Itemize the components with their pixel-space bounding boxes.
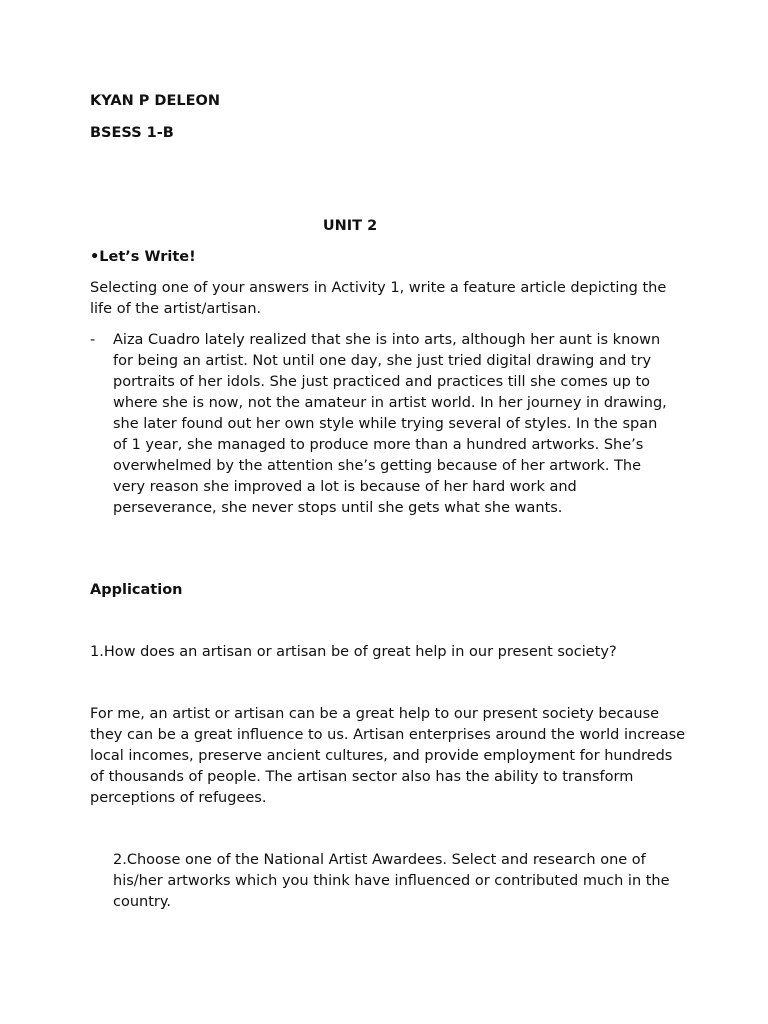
- dash-marker: -: [90, 332, 96, 348]
- unit-title: UNIT 2: [322, 218, 378, 234]
- lets-write-heading: •Let’s Write!: [90, 249, 196, 265]
- application-heading: Application: [90, 582, 183, 598]
- answer-1: For me, an artist or artisan can be a great help to our present society because they can be a great influence to us. Artisan enterprises around the world increase local incomes, preserve ancient cultures, and provide employment for hundreds of thousands of people. The artisan sector also has the ability to transform perceptions of refugees.: [90, 706, 686, 806]
- student-name: KYAN P DELEON: [90, 93, 220, 109]
- question-1: 1.How does an artisan or artisan be of great help in our present society?: [90, 644, 617, 660]
- lets-write-instruction: Selecting one of your answers in Activity 1, write a feature article depicting the life of the artist/artisan.: [90, 280, 667, 317]
- article-list-item: [90, 330, 690, 519]
- question-2: 2.Choose one of the National Artist Awardees. Select and research one of his/her artworks which you think have influenced or contributed much in the country.: [113, 852, 670, 910]
- feature-article-text: Aiza Cuadro lately realized that she is into arts, although her aunt is known for being an artist. Not until one day, she just tried digital drawing and try portraits of her idols. She just practiced and practices till she comes up to where she is now, not the amateur in artist world. In her journey in drawing, she later found out her own style while trying several of styles. In the span of 1 year, she managed to produce more than a hundred artworks. She’s overwhelmed by the attention she’s getting because of her artwork. The very reason she improved a lot is because of her hard work and perseverance, she never stops until she gets what she wants.: [113, 332, 667, 516]
- student-section: BSESS 1-B: [90, 125, 174, 141]
